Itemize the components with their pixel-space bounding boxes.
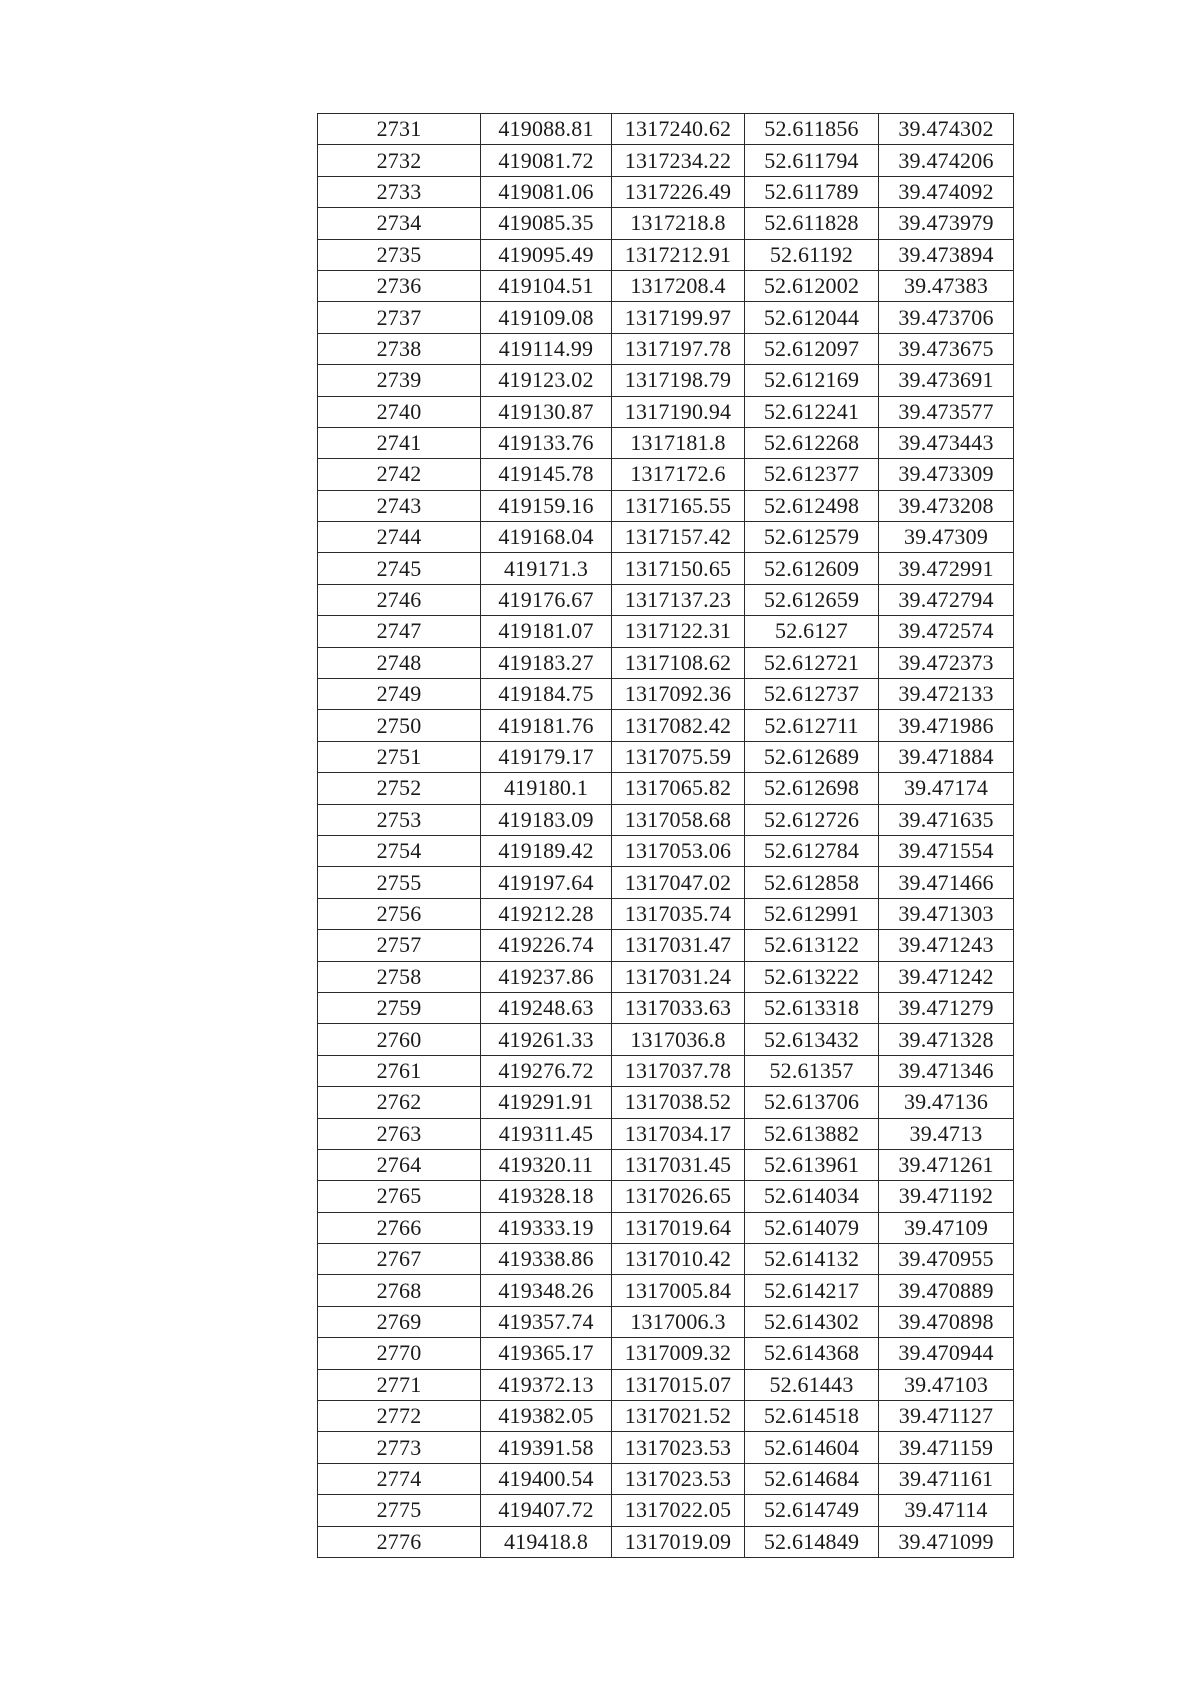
latitude-cell: 52.613961 — [745, 1149, 879, 1180]
longitude-cell: 39.471346 — [879, 1055, 1014, 1086]
longitude-cell: 39.471261 — [879, 1149, 1014, 1180]
y-coordinate-cell: 1317006.3 — [612, 1306, 745, 1337]
x-coordinate-cell: 419088.81 — [481, 114, 612, 145]
y-coordinate-cell: 1317031.45 — [612, 1149, 745, 1180]
y-coordinate-cell: 1317212.91 — [612, 239, 745, 270]
table-row — [318, 1526, 1014, 1557]
latitude-cell: 52.614079 — [745, 1212, 879, 1243]
y-coordinate-cell: 1317019.64 — [612, 1212, 745, 1243]
y-coordinate-cell: 1317019.09 — [612, 1526, 745, 1557]
y-coordinate-cell: 1317005.84 — [612, 1275, 745, 1306]
y-coordinate-cell: 1317075.59 — [612, 741, 745, 772]
table-row — [318, 898, 1014, 929]
y-coordinate-cell: 1317053.06 — [612, 835, 745, 866]
x-coordinate-cell: 419181.76 — [481, 710, 612, 741]
table-row — [318, 427, 1014, 458]
y-coordinate-cell: 1317009.32 — [612, 1338, 745, 1369]
table-row — [318, 553, 1014, 584]
latitude-cell: 52.6127 — [745, 616, 879, 647]
point-number-cell: 2756 — [318, 898, 481, 929]
x-coordinate-cell: 419081.72 — [481, 145, 612, 176]
point-number-cell: 2760 — [318, 1024, 481, 1055]
point-number-cell: 2742 — [318, 459, 481, 490]
point-number-cell: 2746 — [318, 584, 481, 615]
longitude-cell: 39.471127 — [879, 1401, 1014, 1432]
x-coordinate-cell: 419145.78 — [481, 459, 612, 490]
latitude-cell: 52.613882 — [745, 1118, 879, 1149]
longitude-cell: 39.47383 — [879, 270, 1014, 301]
x-coordinate-cell: 419357.74 — [481, 1306, 612, 1337]
x-coordinate-cell: 419095.49 — [481, 239, 612, 270]
longitude-cell: 39.4713 — [879, 1118, 1014, 1149]
y-coordinate-cell: 1317038.52 — [612, 1087, 745, 1118]
point-number-cell: 2735 — [318, 239, 481, 270]
table-row — [318, 396, 1014, 427]
y-coordinate-cell: 1317218.8 — [612, 208, 745, 239]
y-coordinate-cell: 1317036.8 — [612, 1024, 745, 1055]
point-number-cell: 2767 — [318, 1244, 481, 1275]
longitude-cell: 39.47136 — [879, 1087, 1014, 1118]
x-coordinate-cell: 419400.54 — [481, 1463, 612, 1494]
y-coordinate-cell: 1317181.8 — [612, 427, 745, 458]
y-coordinate-cell: 1317010.42 — [612, 1244, 745, 1275]
latitude-cell: 52.613706 — [745, 1087, 879, 1118]
point-number-cell: 2753 — [318, 804, 481, 835]
table-row — [318, 1244, 1014, 1275]
y-coordinate-cell: 1317198.79 — [612, 365, 745, 396]
y-coordinate-cell: 1317031.24 — [612, 961, 745, 992]
longitude-cell: 39.471159 — [879, 1432, 1014, 1463]
x-coordinate-cell: 419123.02 — [481, 365, 612, 396]
table-row — [318, 1149, 1014, 1180]
x-coordinate-cell: 419104.51 — [481, 270, 612, 301]
table-row — [318, 992, 1014, 1023]
x-coordinate-cell: 419180.1 — [481, 773, 612, 804]
longitude-cell: 39.470898 — [879, 1306, 1014, 1337]
point-number-cell: 2732 — [318, 145, 481, 176]
y-coordinate-cell: 1317022.05 — [612, 1495, 745, 1526]
x-coordinate-cell: 419320.11 — [481, 1149, 612, 1180]
latitude-cell: 52.612377 — [745, 459, 879, 490]
x-coordinate-cell: 419081.06 — [481, 176, 612, 207]
point-number-cell: 2775 — [318, 1495, 481, 1526]
point-number-cell: 2749 — [318, 679, 481, 710]
table-row — [318, 867, 1014, 898]
y-coordinate-cell: 1317026.65 — [612, 1181, 745, 1212]
table-row — [318, 114, 1014, 145]
x-coordinate-cell: 419183.09 — [481, 804, 612, 835]
table-row — [318, 930, 1014, 961]
longitude-cell: 39.471099 — [879, 1526, 1014, 1557]
longitude-cell: 39.474302 — [879, 114, 1014, 145]
longitude-cell: 39.472794 — [879, 584, 1014, 615]
latitude-cell: 52.61192 — [745, 239, 879, 270]
longitude-cell: 39.470889 — [879, 1275, 1014, 1306]
y-coordinate-cell: 1317157.42 — [612, 522, 745, 553]
point-number-cell: 2776 — [318, 1526, 481, 1557]
x-coordinate-cell: 419365.17 — [481, 1338, 612, 1369]
table-row — [318, 1463, 1014, 1494]
latitude-cell: 52.614684 — [745, 1463, 879, 1494]
point-number-cell: 2768 — [318, 1275, 481, 1306]
latitude-cell: 52.611828 — [745, 208, 879, 239]
table-row — [318, 835, 1014, 866]
latitude-cell: 52.614749 — [745, 1495, 879, 1526]
longitude-cell: 39.471243 — [879, 930, 1014, 961]
longitude-cell: 39.473443 — [879, 427, 1014, 458]
latitude-cell: 52.612698 — [745, 773, 879, 804]
latitude-cell: 52.61357 — [745, 1055, 879, 1086]
longitude-cell: 39.472574 — [879, 616, 1014, 647]
point-number-cell: 2736 — [318, 270, 481, 301]
y-coordinate-cell: 1317021.52 — [612, 1401, 745, 1432]
x-coordinate-cell: 419372.13 — [481, 1369, 612, 1400]
y-coordinate-cell: 1317033.63 — [612, 992, 745, 1023]
x-coordinate-cell: 419197.64 — [481, 867, 612, 898]
table-row — [318, 1087, 1014, 1118]
longitude-cell: 39.471884 — [879, 741, 1014, 772]
latitude-cell: 52.614034 — [745, 1181, 879, 1212]
point-number-cell: 2741 — [318, 427, 481, 458]
x-coordinate-cell: 419333.19 — [481, 1212, 612, 1243]
x-coordinate-cell: 419181.07 — [481, 616, 612, 647]
y-coordinate-cell: 1317240.62 — [612, 114, 745, 145]
longitude-cell: 39.47103 — [879, 1369, 1014, 1400]
point-number-cell: 2747 — [318, 616, 481, 647]
x-coordinate-cell: 419130.87 — [481, 396, 612, 427]
longitude-cell: 39.471328 — [879, 1024, 1014, 1055]
latitude-cell: 52.612721 — [745, 647, 879, 678]
table-row — [318, 1024, 1014, 1055]
point-number-cell: 2745 — [318, 553, 481, 584]
y-coordinate-cell: 1317065.82 — [612, 773, 745, 804]
longitude-cell: 39.471466 — [879, 867, 1014, 898]
latitude-cell: 52.612737 — [745, 679, 879, 710]
latitude-cell: 52.612579 — [745, 522, 879, 553]
table-row — [318, 1432, 1014, 1463]
latitude-cell: 52.611789 — [745, 176, 879, 207]
point-number-cell: 2748 — [318, 647, 481, 678]
x-coordinate-cell: 419382.05 — [481, 1401, 612, 1432]
latitude-cell: 52.612991 — [745, 898, 879, 929]
point-number-cell: 2750 — [318, 710, 481, 741]
latitude-cell: 52.613318 — [745, 992, 879, 1023]
y-coordinate-cell: 1317197.78 — [612, 333, 745, 364]
longitude-cell: 39.471161 — [879, 1463, 1014, 1494]
y-coordinate-cell: 1317037.78 — [612, 1055, 745, 1086]
x-coordinate-cell: 419237.86 — [481, 961, 612, 992]
x-coordinate-cell: 419391.58 — [481, 1432, 612, 1463]
point-number-cell: 2761 — [318, 1055, 481, 1086]
x-coordinate-cell: 419183.27 — [481, 647, 612, 678]
latitude-cell: 52.612498 — [745, 490, 879, 521]
latitude-cell: 52.613432 — [745, 1024, 879, 1055]
point-number-cell: 2751 — [318, 741, 481, 772]
longitude-cell: 39.473691 — [879, 365, 1014, 396]
latitude-cell: 52.612659 — [745, 584, 879, 615]
x-coordinate-cell: 419328.18 — [481, 1181, 612, 1212]
table-row — [318, 1118, 1014, 1149]
y-coordinate-cell: 1317150.65 — [612, 553, 745, 584]
latitude-cell: 52.612726 — [745, 804, 879, 835]
longitude-cell: 39.471242 — [879, 961, 1014, 992]
table-row — [318, 710, 1014, 741]
latitude-cell: 52.614302 — [745, 1306, 879, 1337]
point-number-cell: 2771 — [318, 1369, 481, 1400]
x-coordinate-cell: 419085.35 — [481, 208, 612, 239]
x-coordinate-cell: 419184.75 — [481, 679, 612, 710]
x-coordinate-cell: 419226.74 — [481, 930, 612, 961]
longitude-cell: 39.47309 — [879, 522, 1014, 553]
x-coordinate-cell: 419212.28 — [481, 898, 612, 929]
latitude-cell: 52.612858 — [745, 867, 879, 898]
table-row — [318, 208, 1014, 239]
longitude-cell: 39.470955 — [879, 1244, 1014, 1275]
y-coordinate-cell: 1317023.53 — [612, 1432, 745, 1463]
point-number-cell: 2731 — [318, 114, 481, 145]
latitude-cell: 52.613122 — [745, 930, 879, 961]
table-row — [318, 490, 1014, 521]
table-row — [318, 333, 1014, 364]
table-row — [318, 1181, 1014, 1212]
y-coordinate-cell: 1317023.53 — [612, 1463, 745, 1494]
point-number-cell: 2740 — [318, 396, 481, 427]
latitude-cell: 52.612169 — [745, 365, 879, 396]
table-row — [318, 647, 1014, 678]
longitude-cell: 39.473675 — [879, 333, 1014, 364]
point-number-cell: 2734 — [318, 208, 481, 239]
x-coordinate-cell: 419407.72 — [481, 1495, 612, 1526]
latitude-cell: 52.612044 — [745, 302, 879, 333]
y-coordinate-cell: 1317208.4 — [612, 270, 745, 301]
x-coordinate-cell: 419291.91 — [481, 1087, 612, 1118]
longitude-cell: 39.47109 — [879, 1212, 1014, 1243]
table-row — [318, 1495, 1014, 1526]
point-number-cell: 2763 — [318, 1118, 481, 1149]
x-coordinate-cell: 419168.04 — [481, 522, 612, 553]
point-number-cell: 2755 — [318, 867, 481, 898]
x-coordinate-cell: 419114.99 — [481, 333, 612, 364]
table-row — [318, 522, 1014, 553]
latitude-cell: 52.612002 — [745, 270, 879, 301]
longitude-cell: 39.473309 — [879, 459, 1014, 490]
longitude-cell: 39.471635 — [879, 804, 1014, 835]
point-number-cell: 2759 — [318, 992, 481, 1023]
longitude-cell: 39.471279 — [879, 992, 1014, 1023]
y-coordinate-cell: 1317122.31 — [612, 616, 745, 647]
coordinates-table — [317, 113, 1014, 1558]
longitude-cell: 39.472991 — [879, 553, 1014, 584]
table-row — [318, 584, 1014, 615]
x-coordinate-cell: 419109.08 — [481, 302, 612, 333]
y-coordinate-cell: 1317190.94 — [612, 396, 745, 427]
point-number-cell: 2774 — [318, 1463, 481, 1494]
longitude-cell: 39.474092 — [879, 176, 1014, 207]
x-coordinate-cell: 419248.63 — [481, 992, 612, 1023]
point-number-cell: 2733 — [318, 176, 481, 207]
y-coordinate-cell: 1317034.17 — [612, 1118, 745, 1149]
y-coordinate-cell: 1317082.42 — [612, 710, 745, 741]
table-row — [318, 1401, 1014, 1432]
longitude-cell: 39.471986 — [879, 710, 1014, 741]
table-row — [318, 145, 1014, 176]
longitude-cell: 39.473577 — [879, 396, 1014, 427]
latitude-cell: 52.612097 — [745, 333, 879, 364]
y-coordinate-cell: 1317108.62 — [612, 647, 745, 678]
longitude-cell: 39.473706 — [879, 302, 1014, 333]
longitude-cell: 39.47174 — [879, 773, 1014, 804]
x-coordinate-cell: 419133.76 — [481, 427, 612, 458]
latitude-cell: 52.612268 — [745, 427, 879, 458]
table-row — [318, 741, 1014, 772]
table-row — [318, 679, 1014, 710]
table-row — [318, 1338, 1014, 1369]
y-coordinate-cell: 1317047.02 — [612, 867, 745, 898]
point-number-cell: 2757 — [318, 930, 481, 961]
y-coordinate-cell: 1317234.22 — [612, 145, 745, 176]
x-coordinate-cell: 419189.42 — [481, 835, 612, 866]
longitude-cell: 39.472373 — [879, 647, 1014, 678]
x-coordinate-cell: 419276.72 — [481, 1055, 612, 1086]
latitude-cell: 52.614132 — [745, 1244, 879, 1275]
y-coordinate-cell: 1317226.49 — [612, 176, 745, 207]
longitude-cell: 39.471192 — [879, 1181, 1014, 1212]
longitude-cell: 39.473208 — [879, 490, 1014, 521]
table-row — [318, 270, 1014, 301]
latitude-cell: 52.612711 — [745, 710, 879, 741]
point-number-cell: 2764 — [318, 1149, 481, 1180]
latitude-cell: 52.614368 — [745, 1338, 879, 1369]
x-coordinate-cell: 419348.26 — [481, 1275, 612, 1306]
table-row — [318, 961, 1014, 992]
table-row — [318, 239, 1014, 270]
table-row — [318, 459, 1014, 490]
latitude-cell: 52.614849 — [745, 1526, 879, 1557]
y-coordinate-cell: 1317035.74 — [612, 898, 745, 929]
point-number-cell: 2765 — [318, 1181, 481, 1212]
point-number-cell: 2770 — [318, 1338, 481, 1369]
table-row — [318, 1275, 1014, 1306]
point-number-cell: 2772 — [318, 1401, 481, 1432]
x-coordinate-cell: 419338.86 — [481, 1244, 612, 1275]
longitude-cell: 39.47114 — [879, 1495, 1014, 1526]
x-coordinate-cell: 419418.8 — [481, 1526, 612, 1557]
table-row — [318, 1212, 1014, 1243]
point-number-cell: 2737 — [318, 302, 481, 333]
table-row — [318, 1369, 1014, 1400]
y-coordinate-cell: 1317172.6 — [612, 459, 745, 490]
table-row — [318, 176, 1014, 207]
longitude-cell: 39.470944 — [879, 1338, 1014, 1369]
x-coordinate-cell: 419171.3 — [481, 553, 612, 584]
y-coordinate-cell: 1317015.07 — [612, 1369, 745, 1400]
latitude-cell: 52.612784 — [745, 835, 879, 866]
latitude-cell: 52.614604 — [745, 1432, 879, 1463]
table-row — [318, 1306, 1014, 1337]
point-number-cell: 2773 — [318, 1432, 481, 1463]
longitude-cell: 39.473979 — [879, 208, 1014, 239]
longitude-cell: 39.474206 — [879, 145, 1014, 176]
latitude-cell: 52.612609 — [745, 553, 879, 584]
point-number-cell: 2744 — [318, 522, 481, 553]
x-coordinate-cell: 419311.45 — [481, 1118, 612, 1149]
y-coordinate-cell: 1317058.68 — [612, 804, 745, 835]
coordinates-table-body — [318, 114, 1014, 1558]
latitude-cell: 52.61443 — [745, 1369, 879, 1400]
latitude-cell: 52.611794 — [745, 145, 879, 176]
latitude-cell: 52.612689 — [745, 741, 879, 772]
point-number-cell: 2758 — [318, 961, 481, 992]
point-number-cell: 2739 — [318, 365, 481, 396]
y-coordinate-cell: 1317031.47 — [612, 930, 745, 961]
point-number-cell: 2754 — [318, 835, 481, 866]
x-coordinate-cell: 419261.33 — [481, 1024, 612, 1055]
longitude-cell: 39.472133 — [879, 679, 1014, 710]
latitude-cell: 52.614518 — [745, 1401, 879, 1432]
latitude-cell: 52.612241 — [745, 396, 879, 427]
table-row — [318, 804, 1014, 835]
table-row — [318, 616, 1014, 647]
x-coordinate-cell: 419159.16 — [481, 490, 612, 521]
longitude-cell: 39.473894 — [879, 239, 1014, 270]
table-row — [318, 1055, 1014, 1086]
table-row — [318, 365, 1014, 396]
table-row — [318, 302, 1014, 333]
y-coordinate-cell: 1317199.97 — [612, 302, 745, 333]
table-row — [318, 773, 1014, 804]
point-number-cell: 2738 — [318, 333, 481, 364]
y-coordinate-cell: 1317092.36 — [612, 679, 745, 710]
x-coordinate-cell: 419179.17 — [481, 741, 612, 772]
latitude-cell: 52.614217 — [745, 1275, 879, 1306]
point-number-cell: 2766 — [318, 1212, 481, 1243]
point-number-cell: 2743 — [318, 490, 481, 521]
latitude-cell: 52.611856 — [745, 114, 879, 145]
longitude-cell: 39.471303 — [879, 898, 1014, 929]
longitude-cell: 39.471554 — [879, 835, 1014, 866]
x-coordinate-cell: 419176.67 — [481, 584, 612, 615]
y-coordinate-cell: 1317137.23 — [612, 584, 745, 615]
y-coordinate-cell: 1317165.55 — [612, 490, 745, 521]
point-number-cell: 2752 — [318, 773, 481, 804]
point-number-cell: 2762 — [318, 1087, 481, 1118]
point-number-cell: 2769 — [318, 1306, 481, 1337]
latitude-cell: 52.613222 — [745, 961, 879, 992]
